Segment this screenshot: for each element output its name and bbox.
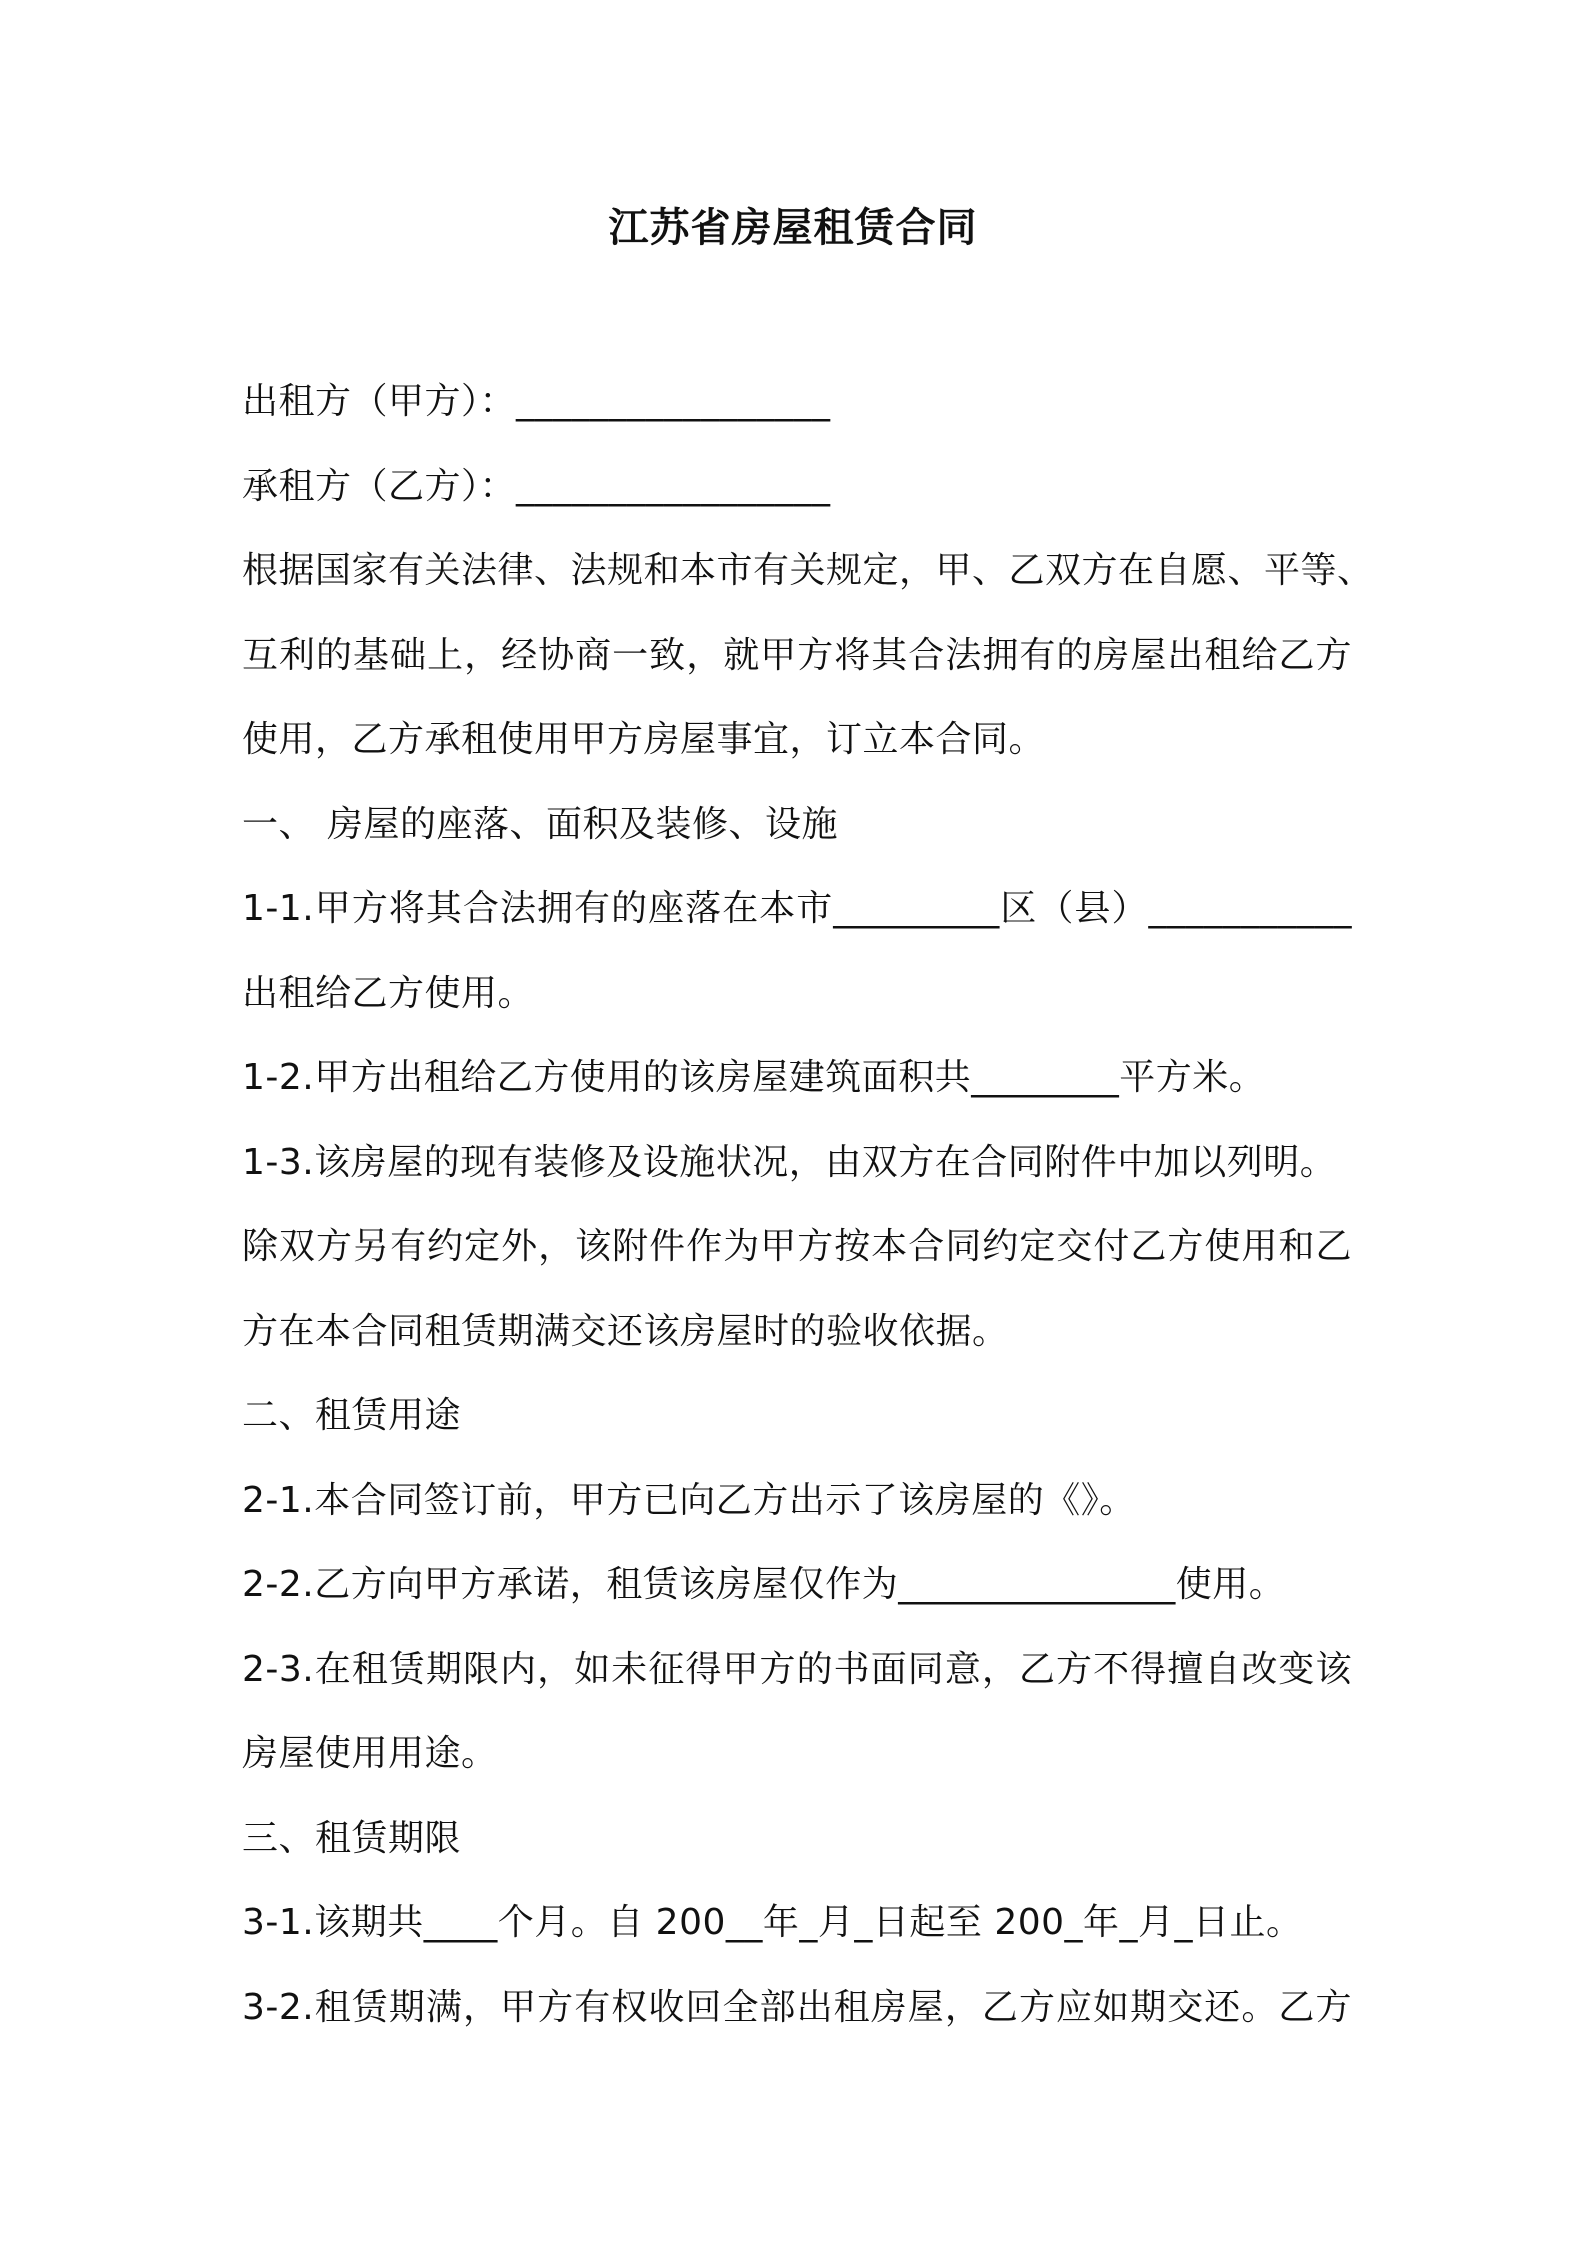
clause-1-3-line-1: 1-3.该房屋的现有装修及设施状况，由双方在合同附件中加以列明。: [242, 1141, 1337, 1183]
clause-2-3-line-1: 2-3.在租赁期限内，如未征得甲方的书面同意，乙方不得擅自改变该: [242, 1648, 1352, 1690]
preamble-line-2: 互利的基础上，经协商一致，就甲方将其合法拥有的房屋出租给乙方: [242, 634, 1352, 676]
clause-1-1-line-2: 出租给乙方使用。: [242, 972, 535, 1014]
clause-3-1: 3-1.该期共____个月。自 200__年_月_日起至 200_年_月_日止。: [242, 1902, 1303, 1943]
clause-1-1-line-1: 1-1.甲方将其合法拥有的座落在本市_________区（县）___________: [242, 888, 1352, 929]
clause-2-2: 2-2.乙方向甲方承诺，租赁该房屋仅作为_______________使用。: [242, 1564, 1286, 1605]
clause-2-1: 2-1.本合同签订前，甲方已向乙方出示了该房屋的《》。: [242, 1479, 1136, 1521]
clause-3-2-line-1: 3-2.租赁期满，甲方有权收回全部出租房屋，乙方应如期交还。乙方: [242, 1986, 1352, 2028]
clause-1-3-line-3: 方在本合同租赁期满交还该房屋时的验收依据。: [242, 1310, 1009, 1352]
clause-2-3-line-2: 房屋使用用途。: [242, 1733, 498, 1774]
preamble-line-1: 根据国家有关法律、法规和本市有关规定，甲、乙双方在自愿、平等、: [242, 550, 1374, 591]
clause-1-2: 1-2.甲方出租给乙方使用的该房屋建筑面积共________平方米。: [242, 1057, 1266, 1098]
section-2-heading: 二、租赁用途: [242, 1395, 462, 1436]
document-title: 江苏省房屋租赁合同: [608, 205, 978, 251]
preamble-line-3: 使用，乙方承租使用甲方房屋事宜，订立本合同。: [242, 719, 1046, 760]
section-1-heading: 一、 房屋的座落、面积及装修、设施: [242, 803, 838, 845]
document-body: [242, 360, 1374, 2050]
lessor-line: 出租方（甲方）：_________________: [242, 381, 831, 422]
section-3-heading: 三、租赁期限: [242, 1817, 462, 1859]
lessee-line: 承租方（乙方）：_________________: [242, 465, 831, 507]
clause-1-3-line-2: 除双方另有约定外，该附件作为甲方按本合同约定交付乙方使用和乙: [242, 1226, 1352, 1267]
